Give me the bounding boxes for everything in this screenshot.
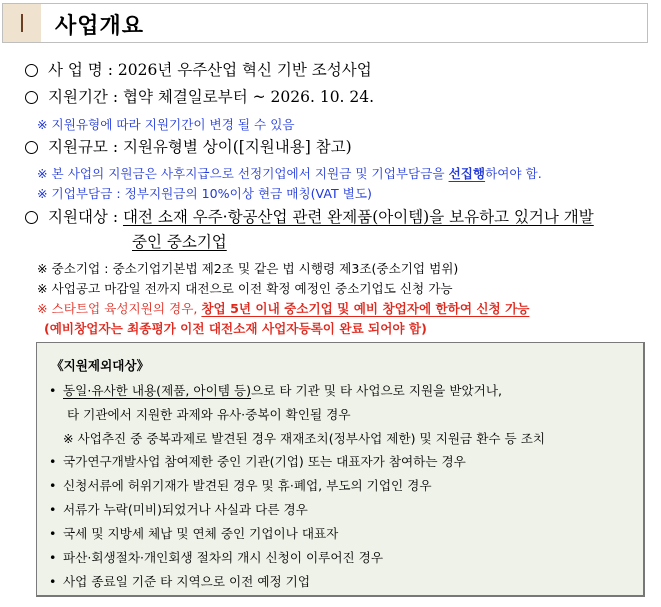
- period-note: ※ 지원유형에 따라 지원기간이 변경 될 수 있음: [37, 117, 295, 132]
- exclusion-item-3-text: 신청서류에 허위기재가 발견된 경우 및 휴·폐업, 부도의 기업인 경우: [63, 478, 432, 493]
- section-title: 사업개요: [55, 14, 145, 39]
- scale-note-1: [37, 163, 542, 182]
- exclusion-item-3: [49, 475, 432, 494]
- target-note-4: (예비창업자는 최종평가 이전 대전소재 사업자등록이 완료 되어야 함): [44, 321, 427, 336]
- section-marker-icon: [21, 14, 23, 32]
- exclusion-item-5-text: 국세 및 지방세 체납 및 연체 중인 기업이나 대표자: [63, 526, 339, 541]
- exclusion-item-4: [49, 499, 308, 518]
- target-value-line2: 중인 중소기업: [132, 233, 227, 251]
- exclusion-item-6-text: 파산·회생절차·개인회생 절차의 개시 신청이 이루어진 경우: [63, 550, 383, 565]
- exclusion-note: ※ 사업추진 중 중복과제로 발견된 경우 재재조치(정부사업 제한) 및 지원금 환수 등 조치: [63, 431, 546, 446]
- bullet-dot-icon: •: [49, 550, 57, 565]
- exclusion-item-6: [49, 547, 383, 566]
- exclusion-item-2-text: 국가연구개발사업 참여제한 중인 기관(기업) 또는 대표자가 참여하는 경우: [63, 454, 466, 469]
- target-note-3-emphasis: 창업 5년 이내 중소기업 및 예비 창업자에 한하여 신청 가능: [201, 301, 530, 316]
- section-header: [2, 3, 648, 43]
- item-support-period: [25, 85, 374, 107]
- scale-note-1-emphasis: 선집행: [448, 166, 486, 181]
- target-note-3-text: ※ 스타트업 육성지원의 경우,: [37, 301, 202, 316]
- exclusion-title: 《지원제외대상》: [51, 358, 150, 373]
- period-value: 협약 체결일로부터 ~ 2026. 10. 24.: [122, 88, 375, 106]
- bullet-dot-icon: •: [49, 502, 57, 517]
- scale-value: 지원유형별 상이([지원내용] 참고): [122, 138, 352, 156]
- scale-note-2: ※ 기업부담금 : 정부지원금의 10%이상 현금 매칭(VAT 별도): [37, 186, 372, 201]
- circle-bullet-icon: [25, 211, 38, 224]
- exclusion-item-7: [49, 571, 310, 590]
- exclusion-item-4-text: 서류가 누락(미비)되었거나 사실과 다른 경우: [63, 502, 308, 517]
- target-label: 지원대상 :: [48, 208, 119, 226]
- project-name-label: 사 업 명 :: [48, 61, 113, 79]
- target-note-2: ※ 사업공고 마감일 전까지 대전으로 이전 확정 예정인 중소기업도 신청 가능: [37, 281, 453, 296]
- target-note-3: [37, 298, 529, 317]
- bullet-dot-icon: •: [49, 478, 57, 493]
- item-support-scale: [25, 135, 352, 157]
- circle-bullet-icon: [25, 141, 38, 154]
- item-project-name: [25, 58, 372, 80]
- circle-bullet-icon: [25, 91, 38, 104]
- target-value-line1: 대전 소재 우주·항공산업 관련 완제품(아이템)을 보유하고 있거나 개발: [122, 208, 594, 226]
- scale-note-1-end: 하여야 함.: [485, 166, 542, 181]
- project-name-value: 2026년 우주산업 혁신 기반 조성사업: [117, 61, 372, 79]
- bullet-dot-icon: •: [49, 526, 57, 541]
- bullet-dot-icon: •: [49, 574, 57, 589]
- scale-note-1-text: ※ 본 사업의 지원금은 사후지급으로 선정기업에서 지원금 및 기업부담금을: [37, 166, 449, 181]
- scale-label: 지원규모 :: [48, 138, 119, 156]
- exclusion-item-1-cont: 타 기관에서 지원한 과제와 유사·중복이 확인될 경우: [67, 407, 351, 422]
- exclusion-item-1-emphasis: 동일·유사한 내용(제품, 아이템 등): [63, 383, 251, 398]
- bullet-dot-icon: •: [49, 454, 57, 469]
- circle-bullet-icon: [25, 64, 38, 77]
- exclusion-item-5: [49, 523, 338, 542]
- item-support-target: [25, 205, 594, 227]
- exclusion-item-1: [49, 380, 502, 399]
- period-label: 지원기간 :: [48, 88, 119, 106]
- exclusion-box: [36, 342, 645, 597]
- exclusion-item-2: [49, 451, 466, 470]
- target-note-1: ※ 중소기업 : 중소기업기본법 제2조 및 같은 법 시행령 제3조(중소기업 범위): [37, 261, 459, 276]
- section-number-block: [3, 4, 41, 42]
- bullet-dot-icon: •: [49, 383, 57, 398]
- exclusion-item-7-text: 사업 종료일 기준 타 지역으로 이전 예정 기업: [63, 574, 311, 589]
- exclusion-item-1-text: 으로 타 기관 및 타 사업으로 지원을 받았거나,: [251, 383, 503, 398]
